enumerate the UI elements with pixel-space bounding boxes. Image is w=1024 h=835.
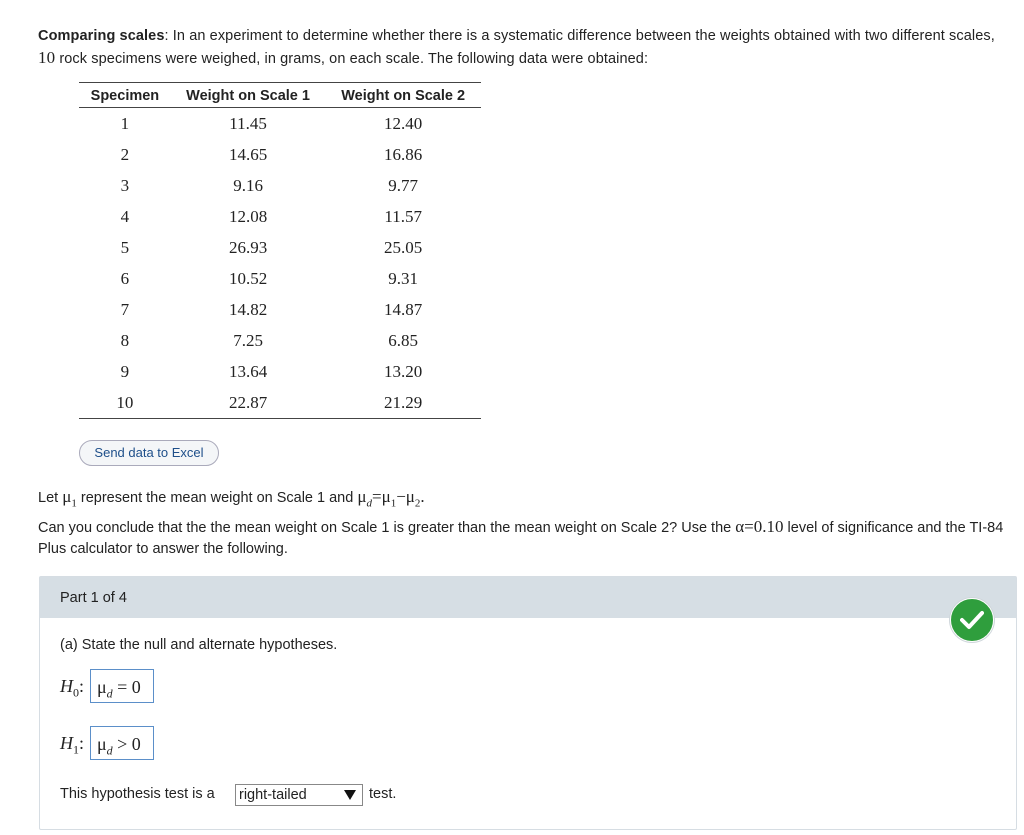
question-text [38,516,1018,560]
specimen-cell: 3 [120,175,130,195]
table-row [79,356,481,387]
alt-hypothesis-input[interactable] [90,726,154,760]
period: . [420,487,425,506]
scale1-cell: 14.65 [228,144,268,164]
dropdown-arrow-icon [344,790,356,800]
scale1-cell: 14.82 [228,299,268,319]
scale1-cell: 13.64 [228,361,268,381]
table-row [79,263,481,294]
h0-letter: H [60,676,73,696]
question-part1: Can you conclude that the the mean weight on Scale 1 is greater than the mean weight on Scale 2? Use the [38,520,732,536]
mu-symbol [62,487,77,510]
alt-hypothesis-label [60,733,84,758]
alpha-expression: α=0.10 [735,517,784,536]
test-type-prefix: This hypothesis test is a [60,786,215,802]
scale2-cell: 13.20 [384,361,423,381]
header-scale-2: Weight on Scale 2 [325,83,481,108]
h0-sub: 0 [73,685,79,700]
test-type-suffix: test. [369,786,397,802]
scale2-cell: 6.85 [388,330,419,350]
mu-1: μ [62,487,72,506]
table-row [79,170,481,201]
table-row [79,201,481,232]
h0-mu: μ [97,677,107,697]
table-row [79,294,481,325]
h0-relation: = 0 [112,677,141,697]
intro-text-1: : In an experiment to determine whether there is a systematic difference between the weights obtained with two different scales, [164,28,995,44]
scale1-cell: 12.08 [228,206,268,226]
header-specimen: Specimen [79,83,171,108]
specimen-cell: 1 [120,113,130,133]
table-row [79,325,481,356]
scale1-cell: 10.52 [228,268,268,288]
mu-2: μ [405,487,415,506]
mu-d-expression [357,487,425,510]
h1-letter: H [60,733,73,753]
scale2-cell: 25.05 [384,237,423,257]
scale2-cell: 12.40 [384,113,423,133]
scale1-cell: 22.87 [171,387,326,419]
equals-sign: = [371,487,382,506]
h1-sub: 1 [73,742,79,757]
panel-header: Part 1 of 4 [40,577,1016,618]
scale2-cell: 9.31 [388,268,419,288]
scale2-cell: 14.87 [384,299,423,319]
let-middle: represent the mean weight on Scale 1 and [80,490,354,506]
table-row [79,387,481,419]
let-prefix: Let [38,490,59,506]
scale2-cell: 21.29 [325,387,481,419]
specimen-count: 10 [38,48,56,67]
test-type-select[interactable] [235,784,363,806]
h1-mu: μ [97,734,107,754]
mu-d: μ [357,487,367,506]
question-part2: level of significance and the TI-84 Plus calculator to answer the following. [38,520,1004,557]
minus-sign: − [396,487,406,506]
scale1-cell: 9.16 [233,175,263,195]
scale2-cell: 16.86 [384,144,423,164]
specimen-cell: 4 [120,206,130,226]
null-hypothesis-label [60,676,84,701]
header-scale-1: Weight on Scale 1 [171,83,326,108]
table-row [79,108,481,140]
specimen-cell: 6 [120,268,130,288]
specimen-cell: 8 [120,330,130,350]
definition-line [38,487,425,509]
test-type-value: right-tailed [239,787,307,803]
h1-relation: > 0 [112,734,141,754]
h1-colon: : [79,733,85,753]
specimen-cell: 10 [79,387,171,419]
h0-colon: : [79,676,85,696]
specimen-cell: 5 [120,237,130,257]
specimen-cell: 2 [120,144,130,164]
scale1-cell: 11.45 [229,113,267,133]
h0-mu-sub: d [106,686,113,701]
table-row [79,232,481,263]
intro-text-2: rock specimens were weighed, in grams, on each scale. The following data were obtained: [59,51,649,67]
send-to-excel-button[interactable]: Send data to Excel [79,440,219,466]
mu-sub-1b: 1 [390,497,397,510]
h1-mu-sub: d [106,743,113,758]
specimen-cell: 9 [120,361,130,381]
scale1-cell: 26.93 [228,237,268,257]
problem-title: Comparing scales [38,28,165,44]
specimen-cell: 7 [120,299,130,319]
mu-sub-2: 2 [414,497,421,510]
scale2-cell: 11.57 [384,206,422,226]
null-hypothesis-input[interactable] [90,669,154,703]
correct-check-icon [950,598,994,642]
scale1-cell: 7.25 [233,330,263,350]
mu-sub-1: 1 [71,497,77,510]
table-header-row [79,83,481,108]
data-table [79,82,481,419]
problem-intro [38,26,998,70]
mu-1b: μ [381,487,391,506]
scale2-cell: 9.77 [388,175,419,195]
mu-sub-d: d [366,497,372,510]
table-row [79,139,481,170]
part-a-prompt: (a) State the null and alternate hypotheses. [60,637,338,653]
